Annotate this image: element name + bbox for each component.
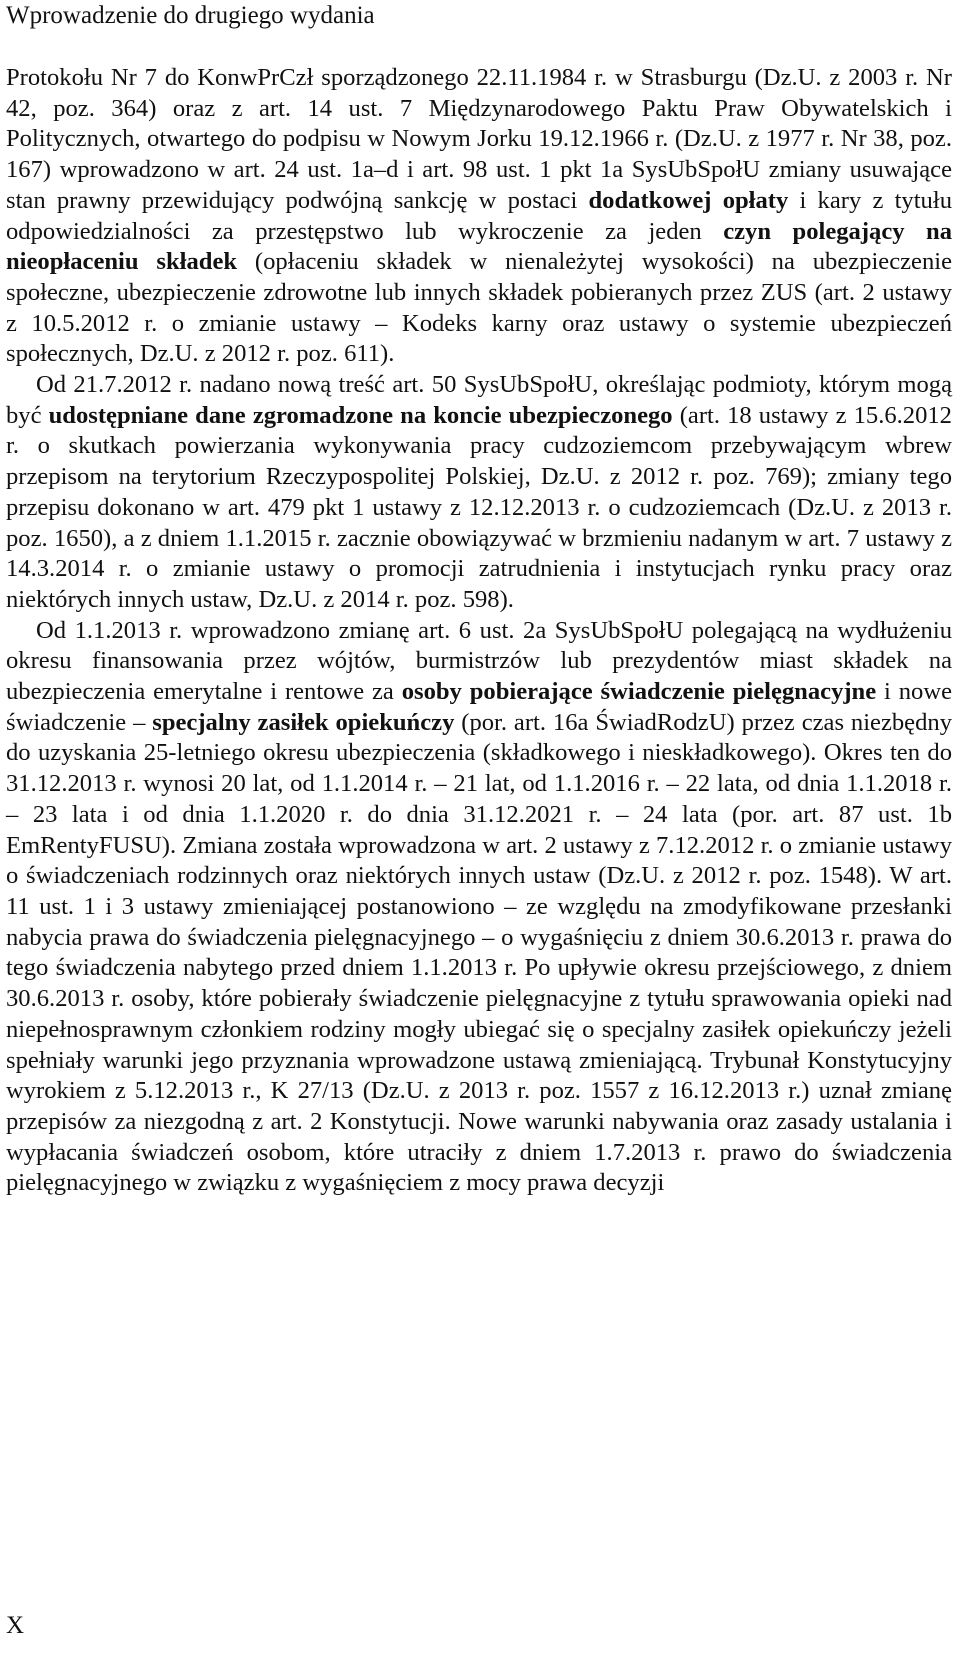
- paragraph-3: [6, 616, 952, 1199]
- body-text: [6, 63, 952, 1199]
- paragraph-2-text: Od 21.7.2012 r. nadano nową treść art. 50 SysUbSpołU, określając podmioty, którym mogą być: [6, 371, 952, 429]
- paragraph-2: [6, 370, 952, 616]
- running-head-title: Wprowadzenie do drugiego wydania: [6, 2, 375, 29]
- paragraph-3-text: (por. art. 16a ŚwiadRodzU) przez czas niezbędny do uzyskania 25-letniego okresu ubezpieczenia (składkowego i nieskładkowego). Okres ten do 31.12.2013 r. wynosi 20 lat, od 1.1.2014 r. – 21 lat, od 1.1.2016 r. – 22 lata, od dnia 1.1.2018 r. – 23 lata i od dnia 1.1.2020 r. do dnia 31.12.2021 r. – 24 lata (por. art. 87 ust. 1b EmRentyFUSU). Zmiana została wprowadzona w art. 2 ustawy z 7.12.2012 r. o zmianie ustawy o świadczeniach rodzinnych oraz niektórych innych ustaw (Dz.U. z 2012 r. poz. 1548). W art. 11 ust. 1 i 3 ustawy zmieniającej postanowiono – ze względu na zmodyfikowane przesłanki nabycia prawa do świadczenia pielęgnacyjnego – o wygaśnięciu z dniem 30.6.2013 r. prawa do tego świadczenia nabytego przed dniem 1.1.2013 r. Po upływie okresu przejściowego, z dniem 30.6.2013 r. osoby, które pobierały świadczenie pielęgnacyjne z tytułu sprawowania opieki nad niepełnosprawnym członkiem rodziny mogły ubiegać się o specjalny zasiłek opiekuńczy jeżeli spełniały warunki jego przyznania wprowadzone ustawą zmieniającą. Trybunał Konstytucyjny wyrokiem z 5.12.2013 r., K 27/13 (Dz.U. z 2013 r. poz. 1557 z 16.12.2013 r.) uznał zmianę przepisów za niezgodną z art. 2 Konstytucji. Nowe warunki nabywania oraz zasady ustalania i wypłacania świadczeń osobom, które utraciły z dniem 1.7.2013 r. prawo do świadczenia pielęgnacyjnego w związku z wygaśnięciem z mocy prawa decyzji: [6, 708, 952, 1197]
- paragraph-2-text: (art. 18 ustawy z 15.6.2012 r. o skutkach powierzania wykonywania pracy cudzoziemcom przebywającym wbrew przepisom na terytorium Rzeczypospolitej Polskiej, Dz.U. z 2012 r. poz. 769); zmiany tego przepisu dokonano w art. 479 pkt 1 ustawy z 12.12.2013 r. o cudzoziemcach (Dz.U. z 2013 r. poz. 1650), a z dniem 1.1.2015 r. zacznie obowiązywać w brzmieniu nadanym w art. 7 ustawy z 14.3.2014 r. o zmianie ustawy o promocji zatrudnienia i instytucjach rynku pracy oraz niektórych innych ustaw, Dz.U. z 2014 r. poz. 598).: [6, 401, 952, 613]
- emphasis-shared-account-data: udostępniane dane zgromadzone na koncie ubezpieczonego: [48, 401, 673, 429]
- page-number: X: [6, 1612, 25, 1639]
- paragraph-1-text: Protokołu Nr 7 do KonwPrCzł sporządzonego 22.11.1984 r. w Strasburgu (Dz.U. z 2003 r. Nr 42, poz. 364) oraz z art. 14 ust. 7 Międzynarodowego Paktu Praw Obywatelskich i Politycznych, otwartego do podpisu w Nowym Jorku 19.12.1966 r. (Dz.U. z 1977 r. Nr 38, poz. 167) wprowadzono w art. 24 ust. 1a–d i art. 98 ust. 1 pkt 1a SysUbSpołU zmiany usuwające stan prawny przewidujący podwójną sankcję w postaci: [6, 64, 952, 214]
- emphasis-care-benefit-recipients: osoby pobierające świadczenie pielęgnacyjne: [401, 678, 877, 706]
- paragraph-3-text: i nowe świadczenie –: [6, 678, 952, 736]
- emphasis-unpaid-contributions: czyn polegający na nieopłaceniu składek: [6, 217, 952, 276]
- paragraph-1: [6, 63, 952, 370]
- emphasis-additional-fee: dodatkowej opłaty: [588, 186, 789, 214]
- paragraph-3-text: Od 1.1.2013 r. wprowadzono zmianę art. 6 ust. 2a SysUbSpołU polegającą na wydłużeniu okresu finansowania przez wójtów, burmistrzów lub prezydentów miast składek na ubezpieczenia emerytalne i rentowe za: [6, 616, 952, 706]
- emphasis-special-care-allowance: specjalny zasiłek opiekuńczy: [152, 708, 455, 736]
- paragraph-1-text: (opłaceniu składek w nienależytej wysokości) na ubezpieczenie społeczne, ubezpieczenie zdrowotne lub innych składek pobieranych przez ZUS (art. 2 ustawy z 10.5.2012 r. o zmianie ustawy – Kodeks karny oraz ustawy o systemie ubezpieczeń społecznych, Dz.U. z 2012 r. poz. 611).: [6, 248, 952, 368]
- paragraph-1-text: i kary z tytułu odpowiedzialności za przestępstwo lub wykroczenie za jeden: [6, 186, 952, 245]
